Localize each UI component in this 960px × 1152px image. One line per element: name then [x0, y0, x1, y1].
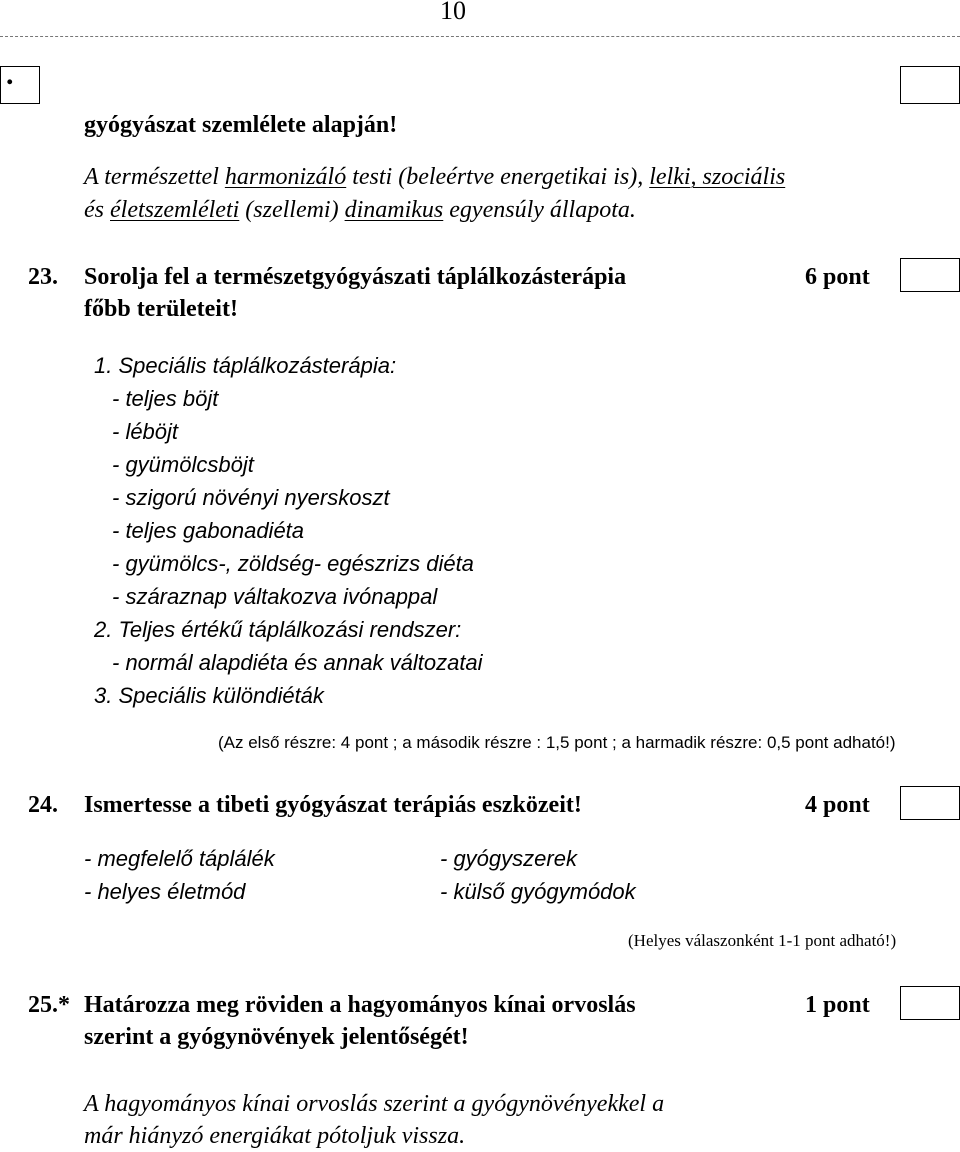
q23-points: 6 pont — [805, 264, 870, 290]
q24-points: 4 pont — [805, 792, 870, 818]
q23-answer-item: - teljes gabonadiéta — [112, 518, 305, 543]
q22-answer-segment: A természettel — [84, 164, 225, 190]
q25-answer-line-1: A hagyományos kínai orvoslás szerint a gyógynövényekkel a — [84, 1091, 665, 1117]
header-divider — [0, 36, 960, 37]
q24-answer-2: - gyógyszerek — [440, 846, 577, 871]
q23-answer-item: - léböjt — [112, 419, 179, 444]
right-corner-box[interactable] — [900, 66, 960, 104]
q24-question: Ismertesse a tibeti gyógyászat terápiás eszközeit! — [84, 792, 582, 818]
q23-answer-item: 2. Teljes értékű táplálkozási rendszer: — [94, 617, 462, 642]
q22-answer-line-2 — [84, 195, 636, 225]
q23-answer-item: - normál alapdiéta és annak változatai — [112, 650, 483, 675]
q23-answer-list — [94, 349, 483, 712]
q25-points: 1 pont — [805, 992, 870, 1018]
q25-answer-line-2: már hiányzó energiákat pótoljuk vissza. — [84, 1123, 466, 1149]
q23-answer-item: - szigorú növényi nyerskoszt — [112, 485, 390, 510]
q25-question-line-1: Határozza meg röviden a hagyományos kínai orvoslás — [84, 992, 636, 1018]
q23-score-box[interactable] — [900, 258, 960, 292]
q22-answer-segment: (szellemi) — [239, 197, 345, 223]
q22-answer-underlined: dinamikus — [344, 197, 444, 223]
page-number: 10 — [440, 0, 466, 25]
q23-scoring-note: (Az első részre: 4 pont ; a második részre : 1,5 pont ; a harmadik részre: 0,5 pont adható!) — [218, 733, 896, 752]
q25-question-line-2: szerint a gyógynövények jelentőségét! — [84, 1024, 469, 1050]
q22-answer-segment: egyensúly állapota. — [443, 197, 636, 223]
q25-number: 25.* — [28, 992, 70, 1018]
q24-number: 24. — [28, 792, 58, 818]
corner-mark: . — [6, 58, 14, 91]
q22-title-continuation: gyógyászat szemlélete alapján! — [84, 112, 398, 138]
q22-answer-underlined: életszemléleti — [110, 197, 240, 223]
q22-answer-underlined: lelki, szociális — [649, 164, 786, 190]
q25-score-box[interactable] — [900, 986, 960, 1020]
q24-answer-4: - külső gyógymódok — [440, 879, 636, 904]
q23-answer-item: - gyümölcs-, zöldség- egészrizs diéta — [112, 551, 474, 576]
q24-answer-3: - helyes életmód — [84, 879, 246, 904]
q23-answer-item: 1. Speciális táplálkozásterápia: — [94, 353, 397, 378]
q22-answer-line-1 — [84, 162, 785, 192]
q23-number: 23. — [28, 264, 58, 290]
q23-answer-item: - gyümölcsböjt — [112, 452, 254, 477]
q23-answer-item: - száraznap váltakozva ivónappal — [112, 584, 438, 609]
q23-question-line-1: Sorolja fel a természetgyógyászati táplálkozásterápia — [84, 264, 627, 290]
q24-answer-1: - megfelelő táplálék — [84, 846, 275, 871]
q24-scoring-note: (Helyes válaszonként 1-1 pont adható!) — [628, 931, 897, 950]
q22-answer-underlined: harmonizáló — [224, 164, 347, 190]
q23-question-line-2: főbb területeit! — [84, 296, 238, 322]
q24-score-box[interactable] — [900, 786, 960, 820]
q22-answer-segment: testi (beleértve energetikai is), — [346, 164, 650, 190]
q23-answer-item: - teljes böjt — [112, 386, 219, 411]
q23-answer-item: 3. Speciális különdiéták — [94, 683, 324, 708]
q22-answer-segment: és — [84, 197, 110, 223]
